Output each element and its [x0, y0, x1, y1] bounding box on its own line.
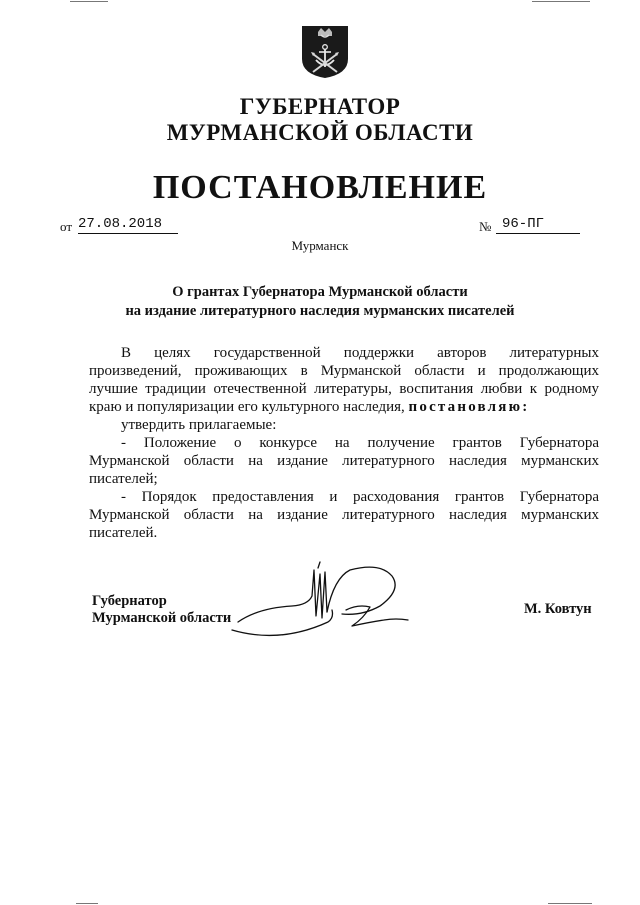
date-label: от — [60, 219, 73, 234]
item-1-line-2: Мурманской области на издание литературного наследия мурманских — [89, 453, 599, 469]
number-label: № — [479, 219, 492, 234]
subject-line-2: на издание литературного наследия мурманских писателей — [125, 303, 515, 319]
paragraph-1-line-1: В целях государственной поддержки авторов литературных — [121, 345, 599, 361]
signatory-title-line-2: Мурманской области — [92, 610, 232, 626]
paragraph-1-line-2: произведений, проживающих в Мурманской области и продолжающих — [89, 363, 599, 379]
city: Мурманск — [291, 238, 349, 253]
org-title-line-2: МУРМАНСКОЙ ОБЛАСТИ — [166, 120, 474, 145]
paragraph-1-line-3: лучшие традиции отечественной литературы, воспитания любви к родному — [89, 381, 599, 397]
item-2-line-2: Мурманской области на издание литературного наследия мурманских — [89, 507, 599, 523]
paragraph-1-line-4-text: краю и популяризации его культурного наследия, — [89, 399, 405, 415]
handwritten-signature — [230, 560, 430, 640]
item-1-line-1: - Положение о конкурсе на получение грантов Губернатора — [121, 435, 599, 451]
date-value: 27.08.2018 — [78, 216, 178, 234]
item-2-line-1: - Порядок предоставления и расходования грантов Губернатора — [121, 489, 599, 505]
signatory-name: М. Ковтун — [524, 601, 592, 617]
paragraph-2: утвердить прилагаемые: — [121, 417, 277, 433]
coat-of-arms-icon — [301, 25, 349, 79]
decree-keyword: постановляю: — [408, 399, 530, 415]
scan-edge-right — [532, 1, 590, 2]
document-body — [89, 344, 599, 542]
signatory-title — [92, 593, 231, 627]
item-1-line-3: писателей; — [89, 471, 158, 487]
signatory-title-line-1: Губернатор — [92, 593, 167, 609]
paragraph-1-line-4 — [89, 398, 599, 416]
scan-edge-bottom-right — [548, 903, 592, 904]
item-2-line-3: писателей. — [89, 525, 158, 541]
subject-line-1: О грантах Губернатора Мурманской области — [172, 284, 468, 300]
scan-edge-bottom-left — [76, 903, 98, 904]
org-title-line-1: ГУБЕРНАТОР — [239, 94, 401, 119]
document-type: ПОСТАНОВЛЕНИЕ — [152, 169, 488, 206]
scan-edge-left — [70, 1, 108, 2]
number-value: 96-ПГ — [496, 216, 580, 234]
